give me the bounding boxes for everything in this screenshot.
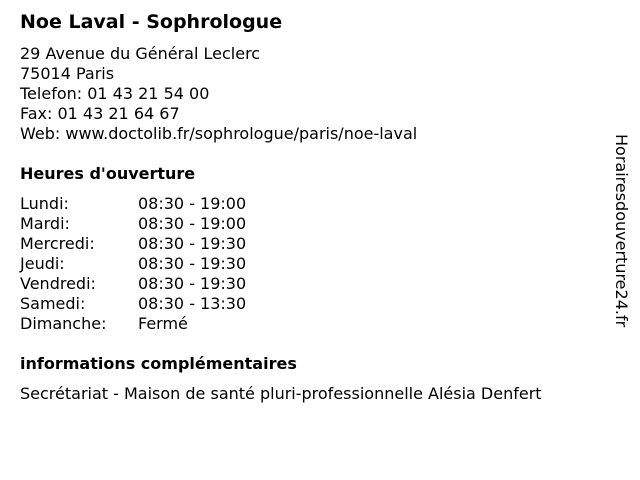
site-watermark: Horairesdouverture24.fr [612,134,631,328]
day-label: Mercredi: [20,234,95,253]
additional-info-text: Secrétariat - Maison de santé pluri-professionnelle Alésia Denfert [20,384,542,403]
additional-info-heading: informations complémentaires [20,354,297,373]
hours-row-friday [20,274,246,294]
day-label: Lundi: [20,194,69,213]
page-title: Noe Laval - Sophrologue [20,11,283,33]
opening-hours-heading: Heures d'ouverture [20,164,196,183]
city-postal: 75014 Paris [20,64,115,83]
hours-row-monday [20,194,246,214]
hours-row-thursday [20,254,246,274]
day-label: Vendredi: [20,274,96,293]
time-range: 08:30 - 19:30 [138,234,247,253]
hours-row-tuesday [20,214,246,234]
time-range: 08:30 - 19:30 [138,254,247,273]
day-label: Dimanche: [20,314,107,333]
day-label: Samedi: [20,294,86,313]
time-range: Fermé [138,314,188,333]
opening-hours-table [20,194,246,334]
hours-row-wednesday [20,234,246,254]
fax-number: Fax: 01 43 21 64 67 [20,104,180,123]
time-range: 08:30 - 19:00 [138,194,247,213]
time-range: 08:30 - 19:30 [138,274,247,293]
phone-number: Telefon: 01 43 21 54 00 [20,84,210,103]
day-label: Jeudi: [20,254,65,273]
day-label: Mardi: [20,214,70,233]
time-range: 08:30 - 13:30 [138,294,247,313]
contact-block [20,44,417,144]
street-address: 29 Avenue du Général Leclerc [20,44,261,63]
website-link: Web: www.doctolib.fr/sophrologue/paris/noe-laval [20,124,418,143]
time-range: 08:30 - 19:00 [138,214,247,233]
hours-row-sunday [20,314,246,334]
hours-row-saturday [20,294,246,314]
